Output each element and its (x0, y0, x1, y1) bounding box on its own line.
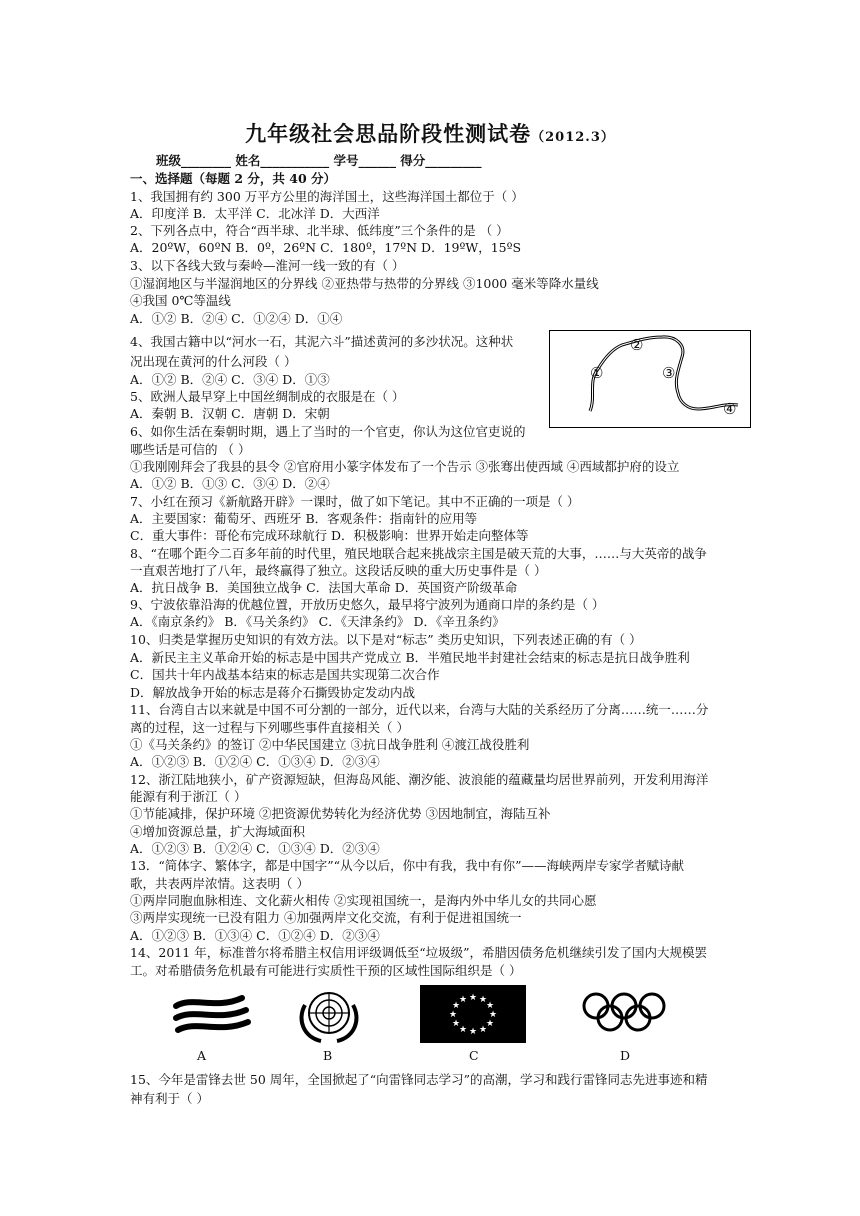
text-line: 6、如你生活在秦朝时期，遇上了当时的一个官吏，你认为这位官吏说的 (130, 424, 526, 439)
text-line: A．《南京条约》 B．《马关条约》 C．《天津条约》 D．《辛丑条约》 (130, 614, 505, 629)
svg-text:★: ★ (485, 1019, 495, 1029)
text-line: ④我国 0℃等温线 (130, 293, 231, 308)
text-line: 神有利于（ ） (130, 1091, 209, 1106)
text-line: 11、台湾自古以来就是中国不可分割的一部分，近代以来，台湾与大陆的关系经历了分离……统一……分 (130, 702, 709, 717)
un-logo (293, 985, 365, 1050)
text-line: 10、归类是掌握历史知识的有效方法。以下是对“标志” 类历史知识，下列表述正确的有（ ） (130, 632, 642, 647)
text-line: A．抗日战争 B．美国独立战争 C．法国大革命 D．英国资产阶级革命 (130, 580, 518, 595)
svg-text:★: ★ (485, 1001, 495, 1011)
svg-text:★: ★ (478, 995, 488, 1005)
text-line: C．重大事件：哥伦布完成环球航行 D．积极影响：世界开始走向整体等 (130, 528, 529, 543)
text-line: ③两岸实现统一已没有阻力 ④加强两岸文化交流，有利于促进祖国统一 (130, 910, 522, 925)
text-line: 8、“在哪个距今二百多年前的时代里，殖民地联合起来挑战宗主国是破天荒的大事，……与大英帝的战争 (130, 546, 707, 561)
svg-text:★: ★ (488, 1010, 498, 1020)
text-line: 能源有利于浙江（ ） (130, 789, 247, 804)
text-line: 14、2011 年，标准普尔将希腊主权信用评级调低至“垃圾级”，希腊因债务危机继续引发了国内大规模罢 (130, 945, 707, 960)
option-caption: B (323, 1048, 333, 1063)
text-line: A．新民主主义革命开始的标志是中国共产党成立 B．半殖民地半封建社会结束的标志是抗日战争胜利 (130, 650, 690, 665)
text-line: A．①② B．②④ C．①②④ D．①④ (130, 311, 343, 326)
svg-text:★: ★ (448, 1010, 458, 1020)
text-line: 15、今年是雷锋去世 50 周年，全国掀起了“向雷锋同志学习”的高潮，学习和践行雷锋同志先进事迹和精 (130, 1072, 708, 1087)
eu-flag-logo (420, 985, 526, 1046)
text-line: 7、小红在预习《新航路开辟》一课时，做了如下笔记。其中不正确的一项是（ ） (130, 494, 580, 509)
text-line: ①节能减排，保护环境 ②把资源优势转化为经济优势 ③因地制宜，海陆互补 (130, 806, 551, 821)
page-title: 九年级社会思品阶段性测试卷（2012.3） (245, 121, 615, 146)
text-line: 12、浙江陆地狭小，矿产资源短缺，但海岛风能、潮汐能、波浪能的蕴藏量均居世界前列，开发利用海洋 (130, 772, 709, 787)
text-line: 工。对希腊债务危机最有可能进行实质性干预的区域性国际组织是（ ） (130, 963, 522, 978)
text-line: A．①② B．②④ C．③④ D．①③ (130, 372, 330, 387)
map-label: ④ (723, 400, 737, 418)
svg-text:★: ★ (458, 1025, 468, 1035)
option-caption: C (469, 1048, 479, 1063)
text-line: 况出现在黄河的什么河段（ ） (130, 354, 297, 369)
text-line: 13．“简体字、繁体字，都是中国字”“从今以后，你中有我，我中有你”——海峡两岸专家学者赋诗献 (130, 858, 684, 873)
map-label: ① (590, 364, 604, 382)
text-line: A．①②③ B．①③④ C．①②④ D．②③④ (130, 928, 380, 943)
text-line: 3、以下各线大致与秦岭—淮河一线一致的有（ ） (130, 258, 405, 273)
svg-text:★: ★ (451, 1001, 461, 1011)
text-line: D．解放战争开始的标志是蒋介石撕毁协定发动内战 (130, 685, 416, 700)
text-line: A．主要国家：葡萄牙、西班牙 B．客观条件：指南针的应用等 (130, 511, 478, 526)
text-line: A．①②③ B．①②④ C．①③④ D．②③④ (130, 754, 380, 769)
map-label: ③ (662, 364, 676, 382)
text-line: A．①②③ B．①②④ C．①③④ D．②③④ (130, 841, 380, 856)
svg-text:★: ★ (468, 993, 478, 1003)
option-caption: D (620, 1048, 631, 1063)
text-line: 4、我国古籍中以“河水一石，其泥六斗”描述黄河的多沙状况。这种状 (130, 334, 514, 349)
option-caption: A (197, 1048, 207, 1063)
olympic-rings-logo (580, 990, 668, 1037)
text-line: 9、宁波依靠沿海的优越位置，开放历史悠久，最早将宁波列为通商口岸的条约是（ ） (130, 597, 605, 612)
svg-text:★: ★ (478, 1025, 488, 1035)
text-line: A．印度洋 B．太平洋 C．北冰洋 D．大西洋 (130, 206, 380, 221)
svg-text:★: ★ (451, 1019, 461, 1029)
yellow-river-map (549, 330, 751, 428)
text-line: 哪些话是可信的 （ ） (130, 442, 251, 457)
text-line: ①湿润地区与半湿润地区的分界线 ②亚热带与热带的分界线 ③1000 毫米等降水量线 (130, 276, 599, 291)
text-line: ①我刚刚拜会了我县的县令 ②官府用小篆字体发布了一个告示 ③张骞出使西域 ④西域都护府的设立 (130, 459, 680, 474)
text-line: 一直艰苦地打了八年，最终赢得了独立。这段话反映的重大历史事件是（ ） (130, 563, 547, 578)
section-heading: 一、选择题（每题 2 分，共 40 分） (130, 171, 337, 186)
text-line: ①两岸同胞血脉相连、文化薪火相传 ②实现祖国统一，是海内外中华儿女的共同心愿 (130, 893, 597, 908)
text-line: A．①② B．①③ C．③④ D．②④ (130, 476, 330, 491)
text-line: 5、欧洲人最早穿上中国丝绸制成的衣服是在（ ） (130, 389, 405, 404)
text-line: A．20ºW，60ºN B．0º，26ºN C．180º，17ºN D．19ºW，15ºS (130, 240, 522, 255)
text-line: ④增加资源总量，扩大海域面积 (130, 824, 306, 839)
svg-text:★: ★ (468, 1027, 478, 1037)
header-fields: 班级________ 姓名___________ 学号______ 得分_________ (156, 153, 482, 168)
text-line: ①《马关条约》的签订 ②中华民国建立 ③抗日战争胜利 ④渡江战役胜利 (130, 737, 530, 752)
text-line: 离的过程，这一过程与下列哪些事件直接相关（ ） (130, 720, 409, 735)
wto-logo (172, 990, 252, 1045)
text-line: C．国共十年内战基本结束的标志是国共实现第二次合作 (130, 667, 440, 682)
text-line: 2、下列各点中，符合“西半球、北半球、低纬度”三个条件的是 （ ） (130, 223, 509, 238)
text-line: 1、我国拥有约 300 万平方公里的海洋国土，这些海洋国土都位于（ ） (130, 189, 524, 204)
text-line: 歌，共表两岸浓情。这表明（ ） (130, 876, 309, 891)
svg-text:★: ★ (458, 995, 468, 1005)
text-line: A．秦朝 B．汉朝 C．唐朝 D．宋朝 (130, 406, 330, 421)
map-label: ② (630, 336, 644, 354)
